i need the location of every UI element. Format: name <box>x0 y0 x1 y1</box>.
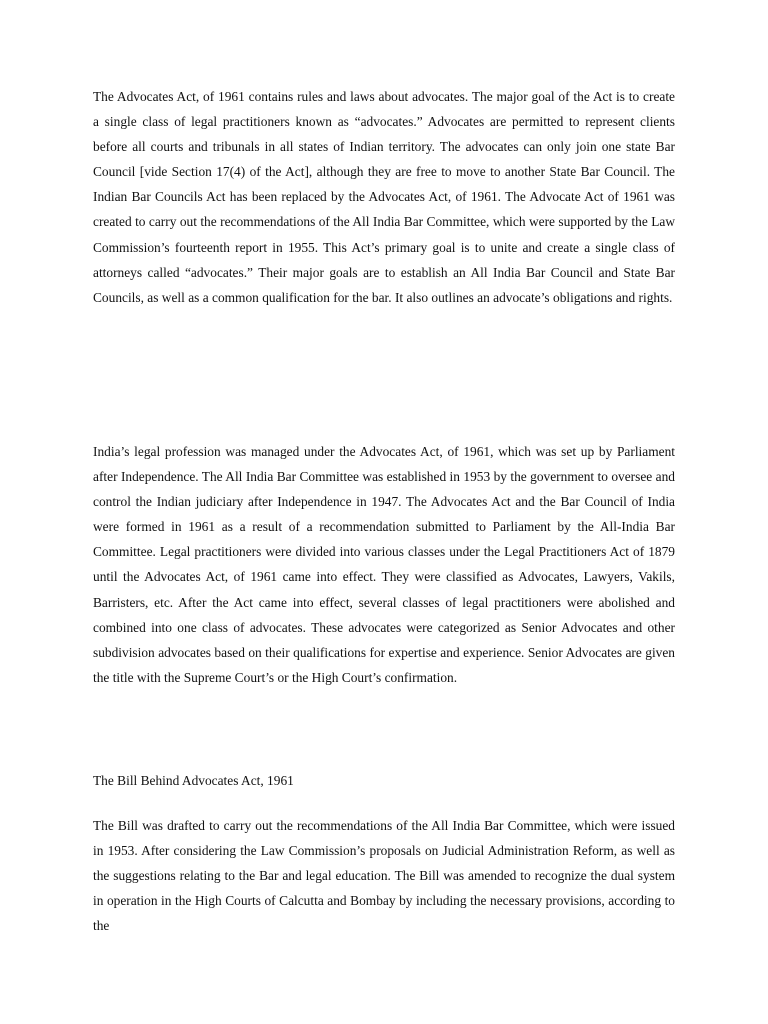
paragraph-legal-profession-history: India’s legal profession was managed under the Advocates Act, of 1961, which was set up by Parliament after Independence. The All India Bar Committee was established in 1953 by the government to oversee and control the Indian judiciary after Independence in 1947. The Advocates Act and the Bar Council of India were formed in 1961 as a result of a recommendation submitted to Parliament by the All-India Bar Committee. Legal practitioners were divided into various classes under the Legal Practitioners Act of 1879 until the Advocates Act, of 1961 came into effect. They were classified as Advocates, Lawyers, Vakils, Barristers, etc. After the Act came into effect, several classes of legal practitioners were abolished and combined into one class of advocates. These advocates were categorized as Senior Advocates and other subdivision advocates based on their qualifications for expertise and experience. Senior Advocates are given the title with the Supreme Court’s or the High Court’s confirmation. <box>93 444 675 685</box>
paragraph-advocates-act-overview: The Advocates Act, of 1961 contains rules and laws about advocates. The major goal of the Act is to create a single class of legal practitioners known as “advocates.” Advocates are permitted to represent clients before all courts and tribunals in all states of Indian territory. The advocates can only join one state Bar Council [vide Section 17(4) of the Act], although they are free to move to another State Bar Council. The Indian Bar Councils Act has been replaced by the Advocates Act, of 1961. The Advocate Act of 1961 was created to carry out the recommendations of the All India Bar Committee, which were supported by the Law Commission’s fourteenth report in 1955. This Act’s primary goal is to unite and create a single class of attorneys called “advocates.” Their major goals are to establish an All India Bar Council and State Bar Councils, as well as a common qualification for the bar. It also outlines an advocate’s obligations and rights. <box>93 89 675 305</box>
paragraph-bill-background: The Bill was drafted to carry out the recommendations of the All India Bar Committee, which were issued in 1953. After considering the Law Commission’s proposals on Judicial Administration Reform, as well as the suggestions relating to the Bar and legal education. The Bill was amended to recognize the dual system in operation in the High Courts of Calcutta and Bombay by including the necessary provisions, according to the <box>93 818 675 934</box>
section-heading: The Bill Behind Advocates Act, 1961 <box>93 773 294 788</box>
